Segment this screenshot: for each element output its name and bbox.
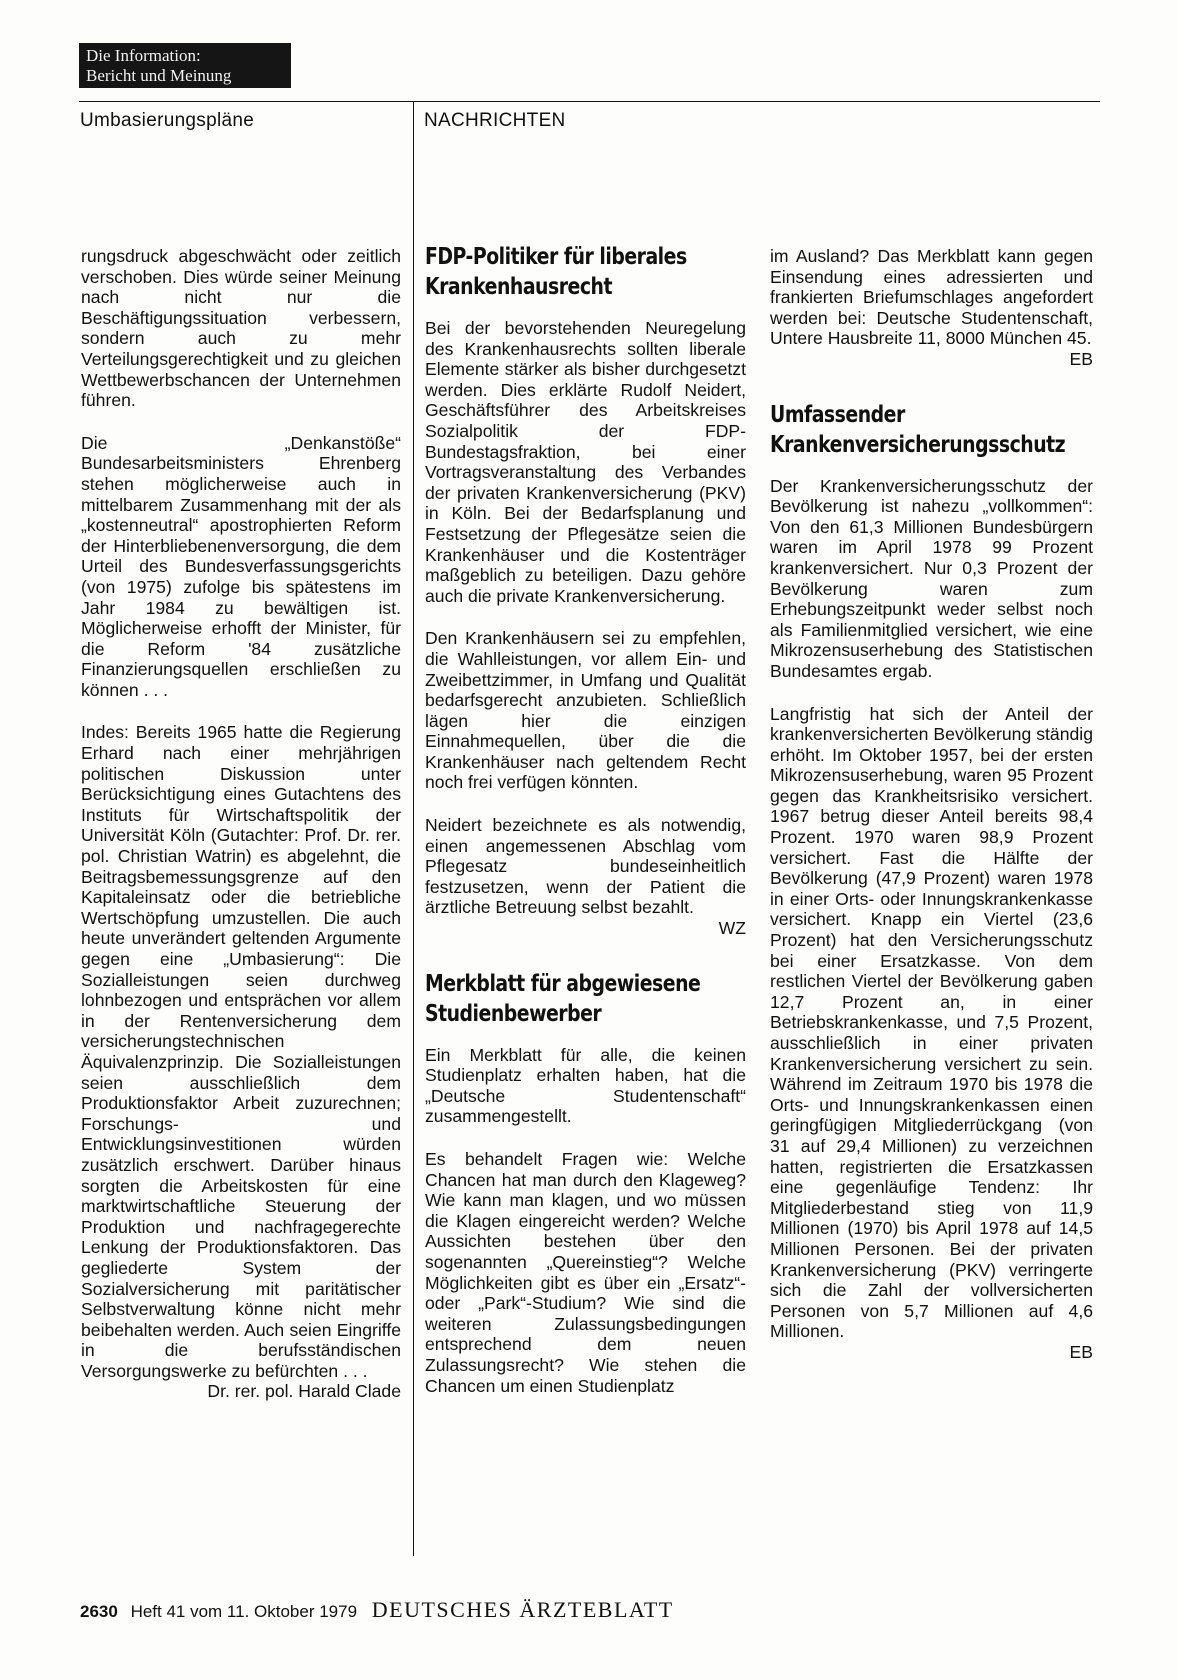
column-2 [425,246,746,1396]
article2-paragraph-3: im Ausland? Das Merkblatt kann gegen Einsendung eines adressierten und frankierten Briefumschlages angefordert werden bei: Deutsche Studentenschaft, Untere Hausbreite 11, 8000 München 45. [770,246,1093,349]
column1-author: Dr. rer. pol. Harald Clade [207,1381,401,1402]
column1-paragraph-1: rungsdruck abgeschwächt oder zeitlich verschoben. Dies würde seiner Meinung nach nicht nur die Beschäftigungssituation verbessern, sondern auch zu mehr Verteilungsgerechtigkeit und zu gleichen Wettbewerbschancen der Unternehmen führen. [81,246,401,411]
article2-paragraph-2: Es behandelt Fragen wie: Welche Chancen hat man durch den Klageweg? Wie kann man klagen, und wo müssen die Klagen eingereicht werden? Welche Aussichten bestehen über den sogenannten „Quereinstieg“? Welche Möglichkeiten gibt es über ein „Ersatz“- oder „Park“-Studium? Wie sind die weiteren Zulassungsbedingungen entsprechend dem neuen Zulassungsrecht? Wie stehen die Chancen um einen Studienplatz [425,1149,746,1396]
column1-paragraph-3: Indes: Bereits 1965 hatte die Regierung Erhard nach einer mehrjährigen politischen Diskussion unter Berücksichtigung eines Gutachtens des Instituts für Wirtschaftspolitik der Universität Köln (Gutachter: Prof. Dr. rer. pol. Christian Watrin) es abgelehnt, die Beitragsbemessungsgrenze auf den Kapitaleinsatz oder die betriebliche Wertschöpfung umzustellen. Die auch heute unverändert geltenden Argumente gegen eine „Umbasierung“: Die Sozialleistungen seien durchweg lohnbezogen und entsprächen vor allem in der Rentenversicherung dem versicherungstechnischen Äquivalenzprinzip. Die Sozialleistungen seien ausschließlich dem Produktionsfaktor Arbeit zuzurechnen; Forschungs- und Entwicklungsinvestitionen würden zusätzlich erschwert. Darüber hinaus sorgten die Arbeitskosten für eine marktwirtschaftliche Steuerung der Produktion und nachfragegerechte Lenkung der Produktionsfaktoren. Das gegliederte System der Sozialversicherung mit paritätischer Selbstverwaltung könne nicht mehr beibehalten werden. Auch seien Eingriffe in die berufsständischen Versorgungswerke zu befürchten . . . [81,722,401,1381]
column-1 [81,246,401,1402]
section-kicker-left: Umbasierungspläne [80,110,255,131]
issue-info: Heft 41 vom 11. Oktober 1979 [130,1602,358,1621]
article1-paragraph-2: Den Krankenhäusern sei zu empfehlen, die Wahlleistungen, vor allem Ein- und Zweibettzimmer, in Umfang und Qualität bedarfsgerecht anzubieten. Schließlich lägen hier die einzigen Einnahmequellen, über die die Krankenhäuser nach geltendem Recht noch frei verfügen könnten. [425,628,746,793]
journal-title: DEUTSCHES ÄRZTEBLATT [371,1597,674,1622]
masthead-line-2: Bericht und Meinung [86,66,232,85]
article2-headline: Merkblatt für abgewiesene Studienbewerber [425,970,701,1027]
top-rule [79,101,1100,102]
article1-paragraph-1: Bei der bevorstehenden Neuregelung des Krankenhausrechts sollten liberale Elemente stärker als bisher durchgesetzt werden. Dies erklärte Rudolf Neidert, Geschäftsführer des Arbeitskreises Sozialpolitik der FDP-Bundestagsfraktion, bei einer Vortragsveranstaltung des Verbandes der privaten Krankenversicherung (PKV) in Köln. Bei der Bedarfsplanung und Festsetzung der Pflegesätze seien die Krankenhäuser und die Kostenträger maßgeblich zu beteiligen. Dazu gehöre auch die private Krankenversicherung. [425,318,746,606]
section-kicker-right: NACHRICHTEN [424,110,566,131]
article3-signoff: EB [1069,1341,1093,1362]
article2-signoff: EB [1069,348,1093,369]
column-divider [413,101,414,1556]
article3-paragraph-1: Der Krankenversicherungsschutz der Bevölkerung ist nahezu „vollkommen“: Von den 61,3 Millionen Bundesbürgern waren im April 1978 99 Prozent krankenversichert. Nur 0,3 Prozent der Bevölkerung waren zum Erhebungszeitpunkt weder selbst noch als Familienmitglied versichert, wie eine Mikrozensuserhebung des Statistischen Bundesamtes ergab. [770,475,1093,681]
masthead-line-1: Die Information: [86,46,201,65]
article1-headline: FDP-Politiker für liberales Krankenhausrecht [425,244,687,300]
article2-paragraph-1: Ein Merkblatt für alle, die keinen Studienplatz erhalten haben, hat die „Deutsche Studentenschaft“ zusammengestellt. [425,1044,746,1127]
column-3 [770,246,1093,1363]
page-footer [80,1597,674,1623]
article1-paragraph-3: Neidert bezeichnete es als notwendig, einen angemessenen Abschlag vom Pflegesatz bundeseinheitlich festzusetzen, wenn der Patient die ärztliche Betreuung selbst bezahlt. [425,815,746,918]
article3-headline: Umfassender Krankenversicherungsschutz [770,401,1066,458]
page-number: 2630 [80,1602,118,1621]
masthead [79,43,291,88]
article3-paragraph-2: Langfristig hat sich der Anteil der krankenversicherten Bevölkerung ständig erhöht. Im Oktober 1957, bei der ersten Mikrozensuserhebung, waren 95 Prozent gegen das Krankheitsrisiko versichert. 1967 betrug dieser Anteil bereits 98,4 Prozent. 1970 waren 98,9 Prozent versichert. Fast die Hälfte der Bevölkerung (47,9 Prozent) waren 1978 in einer Orts- oder Innungskrankenkasse versichert. Knapp ein Viertel (23,6 Prozent) hat den Versicherungsschutz bei einer Ersatzkasse. Von dem restlichen Viertel der Bevölkerung gaben 12,7 Prozent an, in einer Betriebskrankenkasse, und 7,5 Prozent, ausschließlich in einer privaten Krankenversicherung versichert zu sein. Während im Zeitraum 1970 bis 1978 die Orts- und Innungskrankenkassen einen geringfügigen Mitgliederrückgang (von 31 auf 29,4 Millionen) zu verzeichnen hatten, registrierten die Ersatzkassen eine gegenläufige Tendenz: Ihr Mitgliederbestand stieg von 11,9 Millionen (1970) bis April 1978 auf 14,5 Millionen Personen. Bei der privaten Krankenversicherung (PKV) verringerte sich die Zahl der vollversicherten Personen von 5,7 Millionen auf 4,6 Millionen. [770,703,1093,1342]
article1-signoff: WZ [718,918,746,939]
column1-paragraph-2: Die „Denkanstöße“ Bundesarbeitsministers Ehrenberg stehen möglicherweise auch in mittelbarem Zusammenhang mit der als „kostenneutral“ apostrophierten Reform der Hinterbliebenenversorgung, die dem Urteil des Bundesverfassungsgerichts (von 1975) zufolge bis spätestens im Jahr 1984 zu bewältigen ist. Möglicherweise erhofft der Minister, für die Reform '84 zusätzliche Finanzierungsquellen erschließen zu können . . . [81,432,401,700]
